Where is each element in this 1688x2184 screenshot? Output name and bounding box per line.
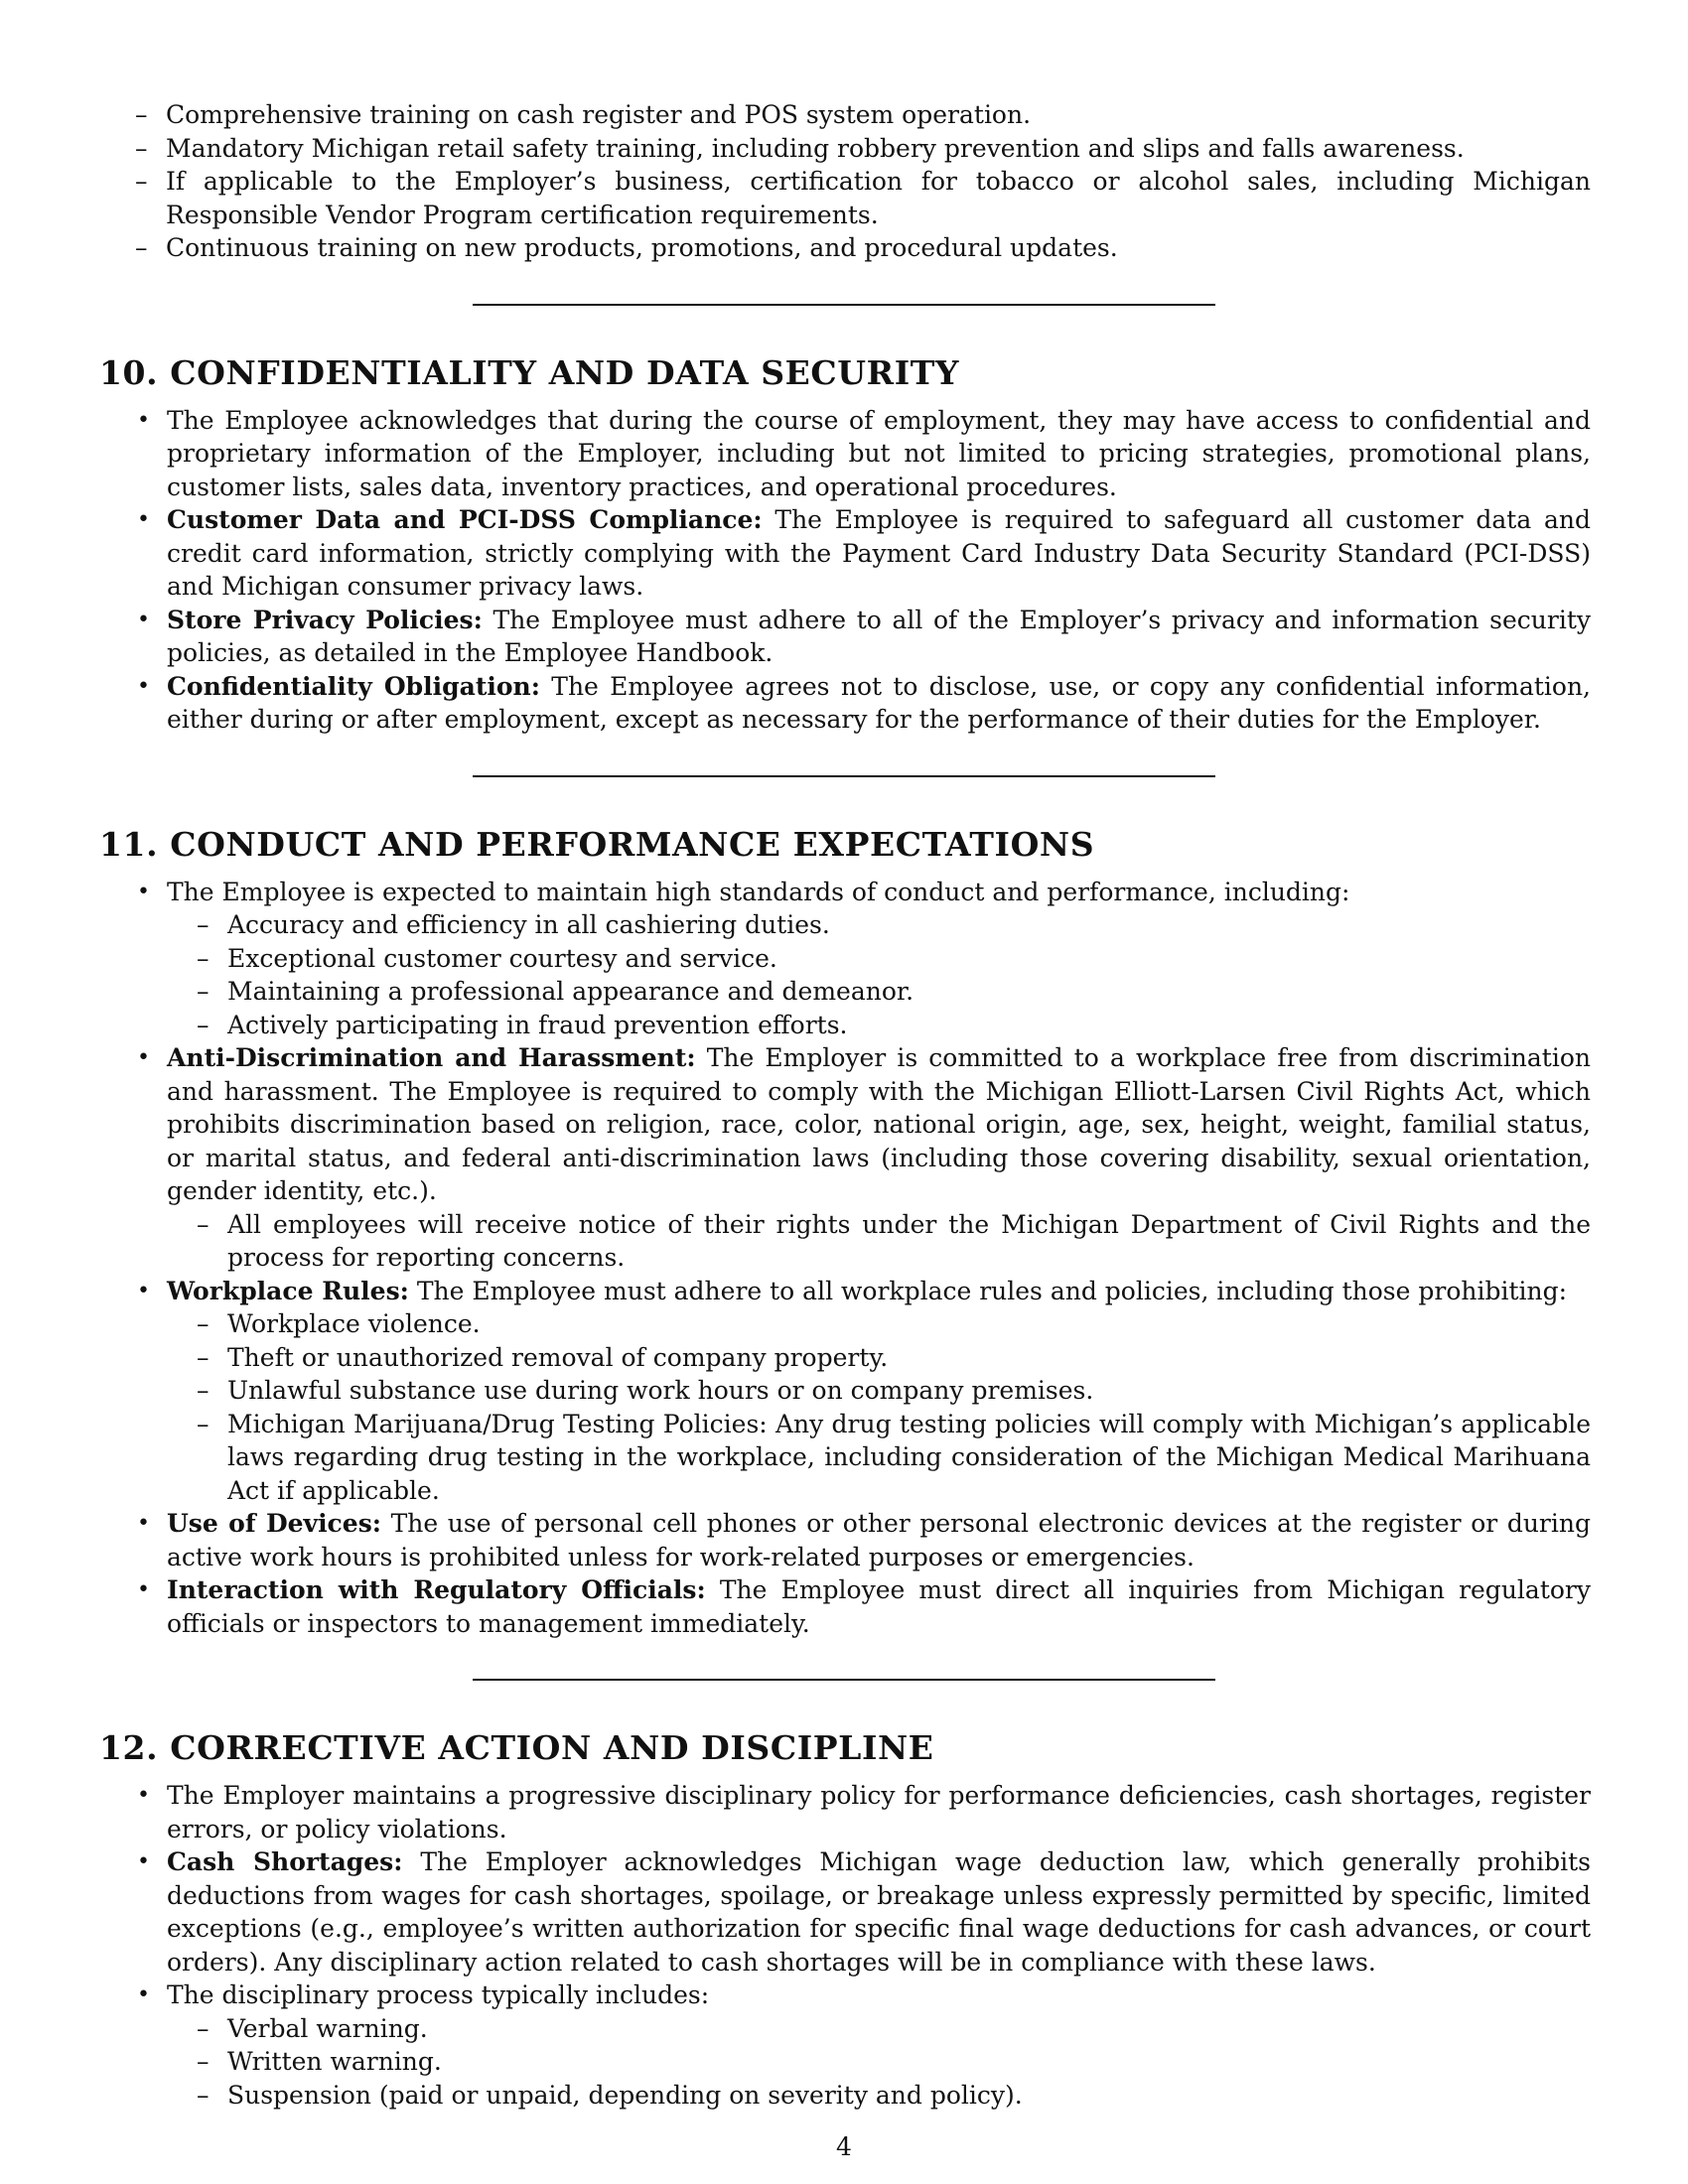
dash-marker: – xyxy=(197,1409,210,1438)
list-item xyxy=(38,165,1591,231)
list-item xyxy=(99,1275,1591,1508)
sub-list-item xyxy=(167,1208,1591,1275)
list-item-text: If applicable to the Employer’s business, certification for tobacco or alcohol sales, including Michigan Responsible Vendor Program certification requirements. xyxy=(166,167,1591,229)
list-item-text: The Employee acknowledges that during the course of employment, they may have access to confidential and proprietary information of the Employer, including but not limited to pricing strategies, promotional plans, customer lists, sales data, inventory practices, and operational procedures. xyxy=(167,405,1591,501)
list-item-text: The Employee agrees not to disclose, use, or copy any confidential information, either during or after employment, except as necessary for the performance of their duties for the Employer. xyxy=(167,671,1592,734)
list-item xyxy=(99,1979,1591,2112)
list-item-text: Suspension (paid or unpaid, depending on severity and policy). xyxy=(227,2080,1023,2110)
item-label: Workplace Rules: xyxy=(167,1276,409,1305)
item-label: Cash Shortages: xyxy=(167,1847,403,1876)
page-number: 4 xyxy=(836,2132,852,2161)
list-item xyxy=(38,132,1591,166)
list-item-text: Workplace violence. xyxy=(227,1309,481,1338)
bullet-marker: • xyxy=(137,407,150,433)
bullet-marker: • xyxy=(137,1278,150,1303)
list-item-text: Michigan Marijuana/Drug Testing Policies: Any drug testing policies will comply with Michigan’s applicable laws regarding drug testing in the workplace, including consideration of the Michigan Medical Marihuana Act if applicable. xyxy=(227,1409,1591,1505)
list-item xyxy=(99,1779,1591,1845)
bullet-marker: • xyxy=(137,1783,150,1808)
bullet-marker: • xyxy=(137,1045,150,1070)
dash-marker: – xyxy=(197,1342,210,1372)
sub-list xyxy=(167,2012,1591,2113)
list-item-text: Theft or unauthorized removal of company property. xyxy=(227,1342,889,1372)
list-item xyxy=(99,1507,1591,1573)
dash-marker: – xyxy=(197,1010,210,1039)
training-list xyxy=(38,98,1591,265)
dash-marker: – xyxy=(135,167,148,196)
dash-marker: – xyxy=(197,1376,210,1405)
item-label: Use of Devices: xyxy=(167,1509,381,1538)
list-item-text: Unlawful substance use during work hours or on company premises. xyxy=(227,1376,1094,1405)
dash-marker: – xyxy=(197,2013,210,2043)
section-11-list xyxy=(99,876,1591,1641)
section-10-list xyxy=(99,404,1591,737)
list-item xyxy=(99,1573,1591,1640)
sub-list xyxy=(167,908,1591,1041)
sub-list-item xyxy=(167,1009,1591,1042)
dash-marker: – xyxy=(197,1309,210,1338)
bullet-marker: • xyxy=(137,673,150,699)
sub-list xyxy=(167,1208,1591,1275)
sub-list-item xyxy=(167,2079,1591,2113)
bullet-marker: • xyxy=(137,507,150,532)
item-label: Anti-Discrimination and Harassment: xyxy=(167,1043,696,1072)
list-item-text: Mandatory Michigan retail safety training, including robbery prevention and slips and falls awareness. xyxy=(166,133,1465,163)
bullet-marker: • xyxy=(137,607,150,632)
list-item-text: The use of personal cell phones or other personal electronic devices at the register or during active work hours is prohibited unless for work-related purposes or emergencies. xyxy=(167,1509,1591,1571)
dash-marker: – xyxy=(197,2047,210,2076)
list-item xyxy=(99,1041,1591,1275)
dash-marker: – xyxy=(197,910,210,939)
list-item xyxy=(99,503,1591,604)
section-12-list xyxy=(99,1779,1591,2112)
section-11-heading: 11. CONDUCT AND PERFORMANCE EXPECTATIONS xyxy=(99,824,1095,864)
bullet-marker: • xyxy=(137,1849,150,1874)
list-item-text: The Employee is required to safeguard all customer data and credit card information, strictly complying with the Payment Card Industry Data Security Standard (PCI-DSS) and Michigan consumer privacy laws. xyxy=(167,505,1591,601)
list-item-text: Continuous training on new products, promotions, and procedural updates. xyxy=(166,233,1118,262)
list-item-text: The Employer acknowledges Michigan wage deduction law, which generally prohibits deductions from wages for cash shortages, spoilage, or breakage unless expressly permitted by specific, limited exceptions (e.g., employee’s written authorization for specific final wage deductions for cash advances, or court orders). Any disciplinary action related to cash shortages will be in compliance with these laws. xyxy=(167,1847,1591,1977)
sub-list-item xyxy=(167,2012,1591,2046)
dash-marker: – xyxy=(135,233,148,262)
bullet-marker: • xyxy=(137,1577,150,1602)
list-item-text: Actively participating in fraud prevention efforts. xyxy=(227,1010,848,1039)
list-item xyxy=(38,231,1591,265)
bullet-marker: • xyxy=(137,1982,150,2007)
sub-list-item xyxy=(167,908,1591,942)
list-item xyxy=(99,404,1591,504)
sub-list-item xyxy=(167,1341,1591,1375)
list-item-text: The Employee must adhere to all of the Employer’s privacy and information security policies, as detailed in the Employee Handbook. xyxy=(167,605,1591,667)
dash-marker: – xyxy=(135,100,148,129)
dash-marker: – xyxy=(197,943,210,973)
list-item-text: Comprehensive training on cash register and POS system operation. xyxy=(166,100,1032,129)
list-item xyxy=(99,670,1591,737)
bullet-marker: • xyxy=(137,879,150,904)
dash-marker: – xyxy=(197,977,210,1006)
item-label: Interaction with Regulatory Officials: xyxy=(167,1575,706,1604)
dash-marker: – xyxy=(135,133,148,163)
bullet-marker: • xyxy=(137,1511,150,1536)
list-item-text: Maintaining a professional appearance and demeanor. xyxy=(227,977,914,1006)
list-item xyxy=(99,604,1591,670)
sub-list-item xyxy=(167,2045,1591,2079)
list-item-text: The Employer maintains a progressive disciplinary policy for performance deficiencies, cash shortages, register errors, or policy violations. xyxy=(167,1781,1591,1843)
list-item-text: Verbal warning. xyxy=(227,2013,428,2043)
list-item-text: The Employee must direct all inquiries from Michigan regulatory officials or inspectors to management immediately. xyxy=(167,1575,1591,1638)
page-content xyxy=(99,98,1591,2112)
sub-list-item xyxy=(167,1374,1591,1408)
list-item xyxy=(38,98,1591,132)
sub-list xyxy=(167,1307,1591,1507)
sub-list-item xyxy=(167,1408,1591,1508)
list-item xyxy=(99,876,1591,1042)
item-label: Confidentiality Obligation: xyxy=(167,671,540,701)
list-item-text: The Employee must adhere to all workplace rules and policies, including those prohibiting: xyxy=(408,1276,1568,1305)
section-10-heading: 10. CONFIDENTIALITY AND DATA SECURITY xyxy=(99,352,960,392)
list-item xyxy=(99,1845,1591,1979)
list-item-text: Accuracy and efficiency in all cashiering duties. xyxy=(227,910,830,939)
list-item-text: Exceptional customer courtesy and service. xyxy=(227,943,777,973)
sub-list-item xyxy=(167,1307,1591,1341)
item-label: Store Privacy Policies: xyxy=(167,605,483,634)
sub-list-item xyxy=(167,942,1591,976)
dash-marker: – xyxy=(197,1209,210,1239)
item-label: Customer Data and PCI-DSS Compliance: xyxy=(167,505,763,534)
dash-marker: – xyxy=(197,2080,210,2110)
list-item-text: Written warning. xyxy=(227,2047,442,2076)
section-12-heading: 12. CORRECTIVE ACTION AND DISCIPLINE xyxy=(99,1728,934,1767)
list-item-text: The Employer is committed to a workplace free from discrimination and harassment. The Employee is required to comply with the Michigan Elliott-Larsen Civil Rights Act, which prohibits discrimination based on religion, race, color, national origin, age, sex, height, weight, familial status, or marital status, and federal anti-discrimination laws (including those covering disability, sexual orientation, gender identity, etc.). xyxy=(167,1043,1591,1205)
sub-list-item xyxy=(167,975,1591,1009)
list-item-text: All employees will receive notice of their rights under the Michigan Department of Civil Rights and the process for reporting concerns. xyxy=(227,1209,1591,1272)
list-item-text: The Employee is expected to maintain high standards of conduct and performance, including: xyxy=(167,877,1350,906)
list-item-text: The disciplinary process typically includes: xyxy=(167,1980,710,2009)
